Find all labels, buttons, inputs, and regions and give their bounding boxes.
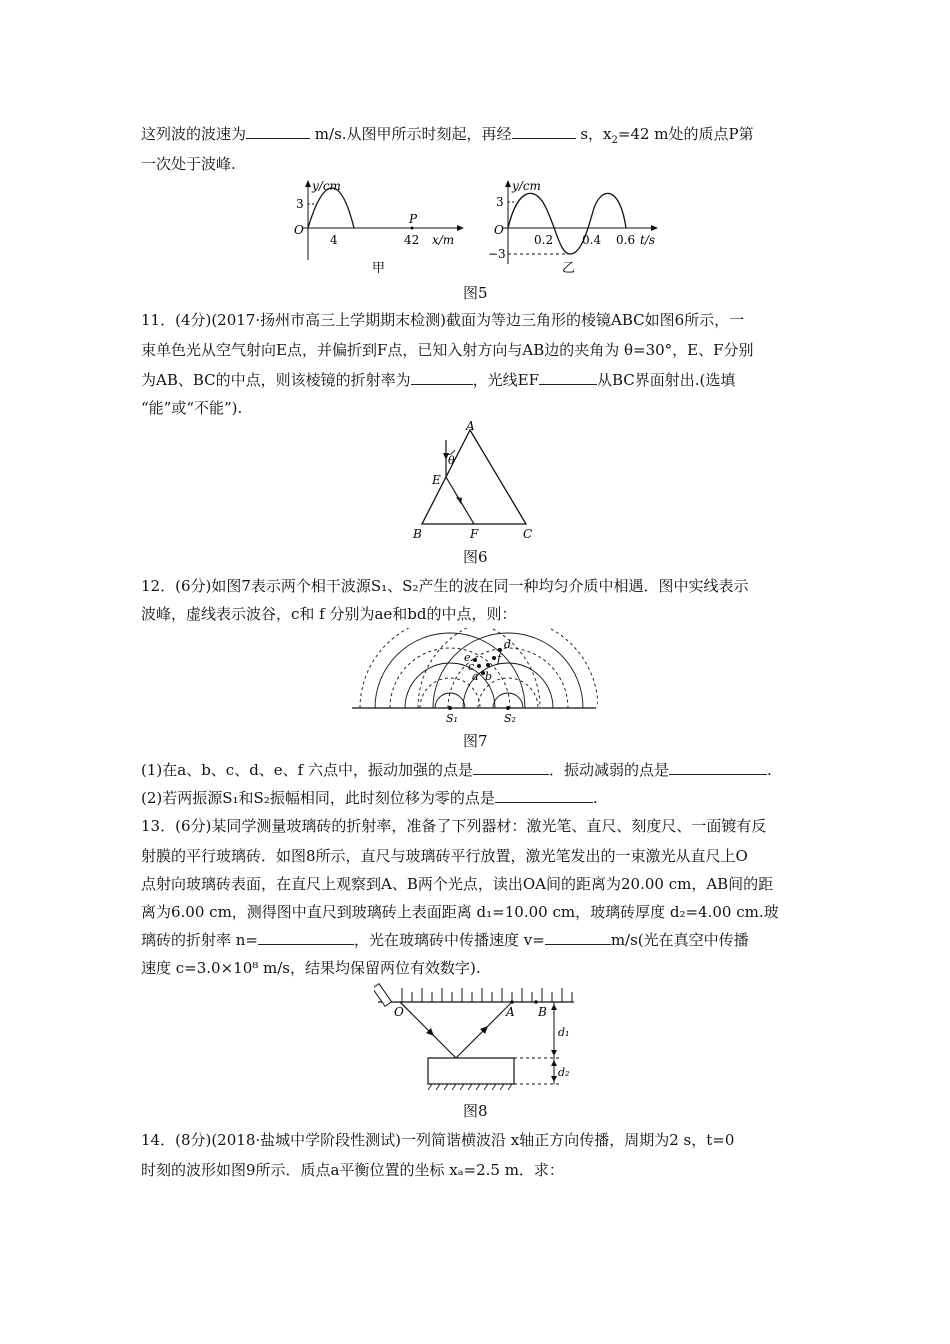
yi-origin: O bbox=[494, 223, 504, 237]
q11-line3: 为AB、BC的中点，则该棱镜的折射率为 ，光线EF 从BC界面射出.(选填 bbox=[141, 366, 813, 394]
glass-brick bbox=[428, 1058, 514, 1084]
q11-line1: 11．(4分)(2017·扬州市高三上学期期末检测)截面为等边三角形的棱镜ABC如图6所示，一 bbox=[141, 311, 745, 329]
label-d2: d₂ bbox=[558, 1066, 570, 1079]
figure-5-graphs bbox=[280, 178, 680, 274]
q14-line2: 时刻的波形如图9所示．质点a平衡位置的坐标 xₐ=2.5 m．求： bbox=[141, 1161, 564, 1179]
label-F: F bbox=[470, 527, 479, 541]
q12-line2: 波峰，虚线表示波谷，c和 f 分别为ae和bd的中点，则： bbox=[141, 605, 517, 623]
label-d: d bbox=[504, 638, 512, 651]
answer-blank[interactable] bbox=[411, 368, 473, 385]
yi-name: 乙 bbox=[562, 261, 576, 274]
q11-line4: “能”或“不能”). bbox=[141, 399, 243, 417]
label-C: C bbox=[523, 527, 533, 541]
jia-origin: O bbox=[294, 223, 304, 237]
figure-7-interference bbox=[352, 628, 598, 726]
jia-x2: 42 bbox=[404, 233, 420, 247]
yi-t1: 0.2 bbox=[534, 233, 554, 247]
jia-xlabel: x/m bbox=[432, 233, 455, 247]
q12-line1: 12．(6分)如图7表示两个相干波源S₁、S₂产生的波在同一种均匀介质中相遇．图中实线表示 bbox=[141, 577, 749, 595]
q13-line3: 点射向玻璃砖表面，在直尺上观察到A、B两个光点，读出OA间的距离为20.00 cm，AB间的距 bbox=[141, 875, 774, 893]
q13-line2: 射膜的平行玻璃砖．如图8所示，直尺与玻璃砖平行放置，激光笔发出的一束激光从直尺上O bbox=[141, 847, 748, 865]
label-c: c bbox=[468, 660, 475, 673]
answer-blank[interactable] bbox=[512, 122, 576, 139]
q12-sub2: (2)若两振源S₁和S₂振幅相同，此时刻位移为零的点是 . bbox=[141, 784, 813, 812]
q13-line4: 离为6.00 cm，测得图中直尺到玻璃砖上表面距离 d₁=10.00 cm，玻璃砖厚度 d₂=4.00 cm.玻 bbox=[141, 903, 779, 921]
jia-name: 甲 bbox=[372, 261, 386, 274]
label-E: E bbox=[432, 473, 441, 487]
yi-t2: 0.4 bbox=[582, 233, 602, 247]
label-S1: S₁ bbox=[446, 712, 458, 725]
label-B: B bbox=[413, 527, 422, 541]
label-S2: S₂ bbox=[504, 712, 516, 725]
label-a: a bbox=[472, 670, 479, 683]
q14-line1: 14．(8分)(2018·盐城中学阶段性测试)一列简谐横波沿 x轴正方向传播，周期为2 s，t=0 bbox=[141, 1131, 735, 1149]
label-A: A bbox=[506, 1005, 515, 1019]
q13-line5: 璃砖的折射率 n= ，光在玻璃砖中传播速度 v= m/s(光在真空中传播 bbox=[141, 926, 813, 954]
figure-6-caption: 图6 bbox=[463, 548, 488, 566]
answer-blank[interactable] bbox=[545, 928, 611, 945]
graph-yi bbox=[488, 179, 658, 274]
jia-x1: 4 bbox=[330, 233, 338, 247]
label-e: e bbox=[464, 651, 471, 664]
answer-blank[interactable] bbox=[495, 786, 593, 803]
label-A: A bbox=[466, 420, 475, 433]
answer-blank[interactable] bbox=[473, 758, 549, 775]
jia-amp: 3 bbox=[296, 197, 304, 211]
answer-blank[interactable] bbox=[246, 122, 310, 139]
q13-line6: 速度 c=3.0×10⁸ m/s，结果均保留两位有效数字). bbox=[141, 959, 481, 977]
figure-8-caption: 图8 bbox=[463, 1102, 488, 1120]
yi-neg: −3 bbox=[488, 247, 506, 261]
figure-6-prism bbox=[405, 420, 545, 544]
q13-line1: 13．(6分)某同学测量玻璃砖的折射率，准备了下列器材：激光笔、直尺、刻度尺、一面镀有反 bbox=[141, 817, 767, 835]
yi-xlabel: t/s bbox=[640, 233, 656, 247]
label-O: O bbox=[394, 1005, 404, 1019]
label-b: b bbox=[485, 670, 493, 683]
laser-pen bbox=[374, 984, 392, 1007]
label-theta: θ bbox=[448, 454, 455, 467]
answer-blank[interactable] bbox=[258, 928, 354, 945]
q10-line1: 这列波的波速为 m/s.从图甲所示时刻起，再经 s，$x_2=42$ m处的质点P第 bbox=[141, 120, 813, 155]
q10-line2: 一次处于波峰. bbox=[141, 155, 236, 173]
figure-8-glass-brick bbox=[374, 980, 584, 1098]
yi-ylabel: y/cm bbox=[512, 179, 541, 193]
label-f: f bbox=[497, 652, 502, 665]
ruler-ticks bbox=[402, 988, 572, 1002]
q11-line2: 束单色光从空气射向E点，并偏折到F点，已知入射方向与AB边的夹角为 θ=30°，E、F分别 bbox=[141, 341, 754, 359]
q12-sub1: (1)在a、b、c、d、e、f 六点中，振动加强的点是 ．振动减弱的点是 . bbox=[141, 756, 813, 784]
jia-point: P bbox=[409, 212, 418, 226]
label-d1: d₁ bbox=[558, 1026, 570, 1039]
figure-7-caption: 图7 bbox=[463, 732, 488, 750]
yi-t3: 0.6 bbox=[616, 233, 636, 247]
answer-blank[interactable] bbox=[669, 758, 767, 775]
graph-jia bbox=[294, 179, 464, 274]
figure-5-caption: 图5 bbox=[463, 284, 488, 302]
yi-amp: 3 bbox=[496, 195, 504, 209]
answer-blank[interactable] bbox=[539, 368, 597, 385]
label-B: B bbox=[538, 1005, 547, 1019]
jia-ylabel: y/cm bbox=[312, 179, 341, 193]
